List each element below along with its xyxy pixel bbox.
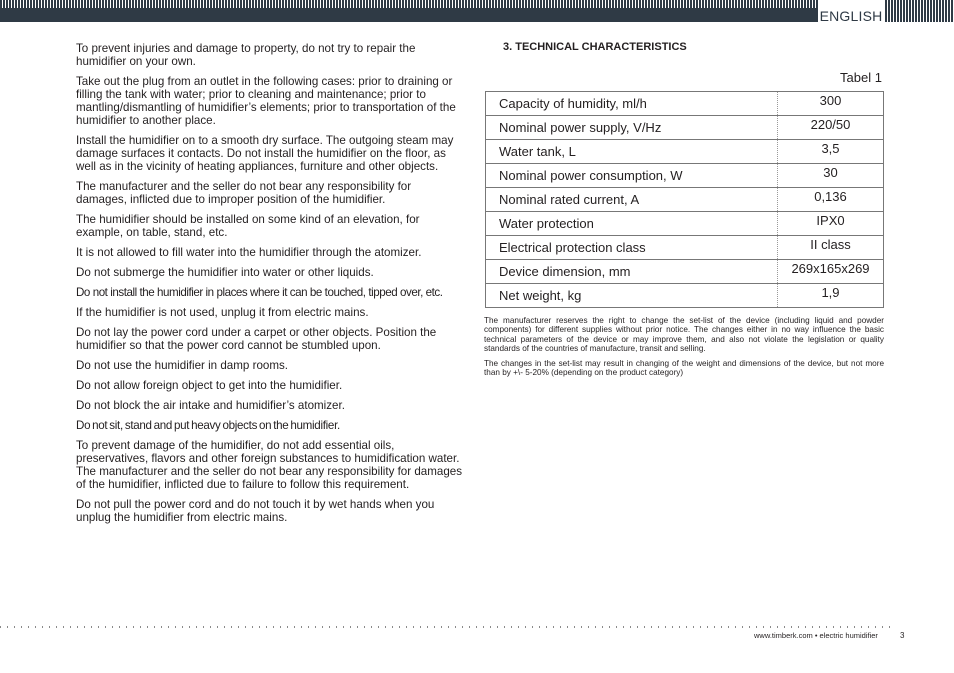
paragraph: Do not submerge the humidifier into water or other liquids. xyxy=(76,266,374,279)
table-row xyxy=(486,188,884,212)
spec-name: Device dimension, mm xyxy=(486,260,778,284)
spec-value: II class xyxy=(778,236,884,260)
notes xyxy=(484,316,884,382)
paragraph: To prevent injuries and damage to property, do not try to repair the humidifier on your own. xyxy=(76,42,416,68)
spec-name: Capacity of humidity, ml/h xyxy=(486,92,778,116)
table-row xyxy=(486,260,884,284)
note: The manufacturer reserves the right to change the set-list of the device (including liquid and powder components) for different supplies without prior notice. The changes either in no way influence the basic technical parameters of the device or may improve them, and also not violate the legislation or quality standards of the countries of manufacture, transit and selling. xyxy=(484,316,884,354)
table-row xyxy=(486,116,884,140)
spec-value: 220/50 xyxy=(778,116,884,140)
table-row xyxy=(486,164,884,188)
spec-name: Net weight, kg xyxy=(486,284,778,308)
paragraph: The humidifier should be installed on some kind of an elevation, for example, on table, stand, etc. xyxy=(76,213,420,239)
spec-name: Nominal power consumption, W xyxy=(486,164,778,188)
spec-name: Water tank, L xyxy=(486,140,778,164)
paragraph: The manufacturer and the seller do not bear any responsibility for damages, inflicted due to improper position of the humidifier. xyxy=(76,180,412,206)
paragraph: Do not use the humidifier in damp rooms. xyxy=(76,359,289,372)
header-bar xyxy=(0,0,954,22)
paragraph: Do not allow foreign object to get into the humidifier. xyxy=(76,379,343,392)
footer-site: www.timberk.com • electric humidifier xyxy=(754,631,878,640)
spec-name: Nominal power supply, V/Hz xyxy=(486,116,778,140)
table-row xyxy=(486,212,884,236)
footer-divider xyxy=(0,626,890,628)
spec-name: Electrical protection class xyxy=(486,236,778,260)
spec-value: IPX0 xyxy=(778,212,884,236)
paragraph: Do not block the air intake and humidifier’s atomizer. xyxy=(76,399,345,412)
spec-table xyxy=(485,91,884,308)
spec-name: Nominal rated current, A xyxy=(486,188,778,212)
note: The changes in the set-list may result in changing of the weight and dimensions of the device, but not more than by +\- 5-20% (depending on the product category) xyxy=(484,358,884,378)
paragraph: Install the humidifier on to a smooth dry surface. The outgoing steam may damage surfaces it contacts. Do not install the humidifier on the floor, as well as in the vicinity of heating appliances, furniture and other objects. xyxy=(76,134,454,173)
spec-value: 30 xyxy=(778,164,884,188)
paragraph: Do not lay the power cord under a carpet or other objects. Position the humidifier so that the power cord cannot be stumbled upon. xyxy=(76,326,437,352)
page-number: 3 xyxy=(900,631,905,640)
table-row xyxy=(486,284,884,308)
paragraph: Do not sit, stand and put heavy objects on the humidifier. xyxy=(76,419,340,432)
paragraph: Take out the plug from an outlet in the following cases: prior to draining or filling the tank with water; prior to cleaning and maintenance; prior to mantling/dismantling of humidifier’s elements; prior to transportation of the humidifier to another place. xyxy=(76,75,456,127)
spec-value: 269x165x269 xyxy=(778,260,884,284)
spec-name: Water protection xyxy=(486,212,778,236)
header-bar-solid xyxy=(0,8,818,22)
table-row xyxy=(486,140,884,164)
spec-value: 3,5 xyxy=(778,140,884,164)
spec-value: 300 xyxy=(778,92,884,116)
paragraph: To prevent damage of the humidifier, do not add essential oils, preservatives, flavors and other foreign substances to humidification water. The manufacturer and the seller do not bear any responsibility for damages of the humidifier, inflicted due to failure to follow this requirement. xyxy=(76,439,463,491)
paragraph: Do not install the humidifier in places where it can be touched, tipped over, etc. xyxy=(76,286,443,299)
spec-value: 1,9 xyxy=(778,284,884,308)
spec-value: 0,136 xyxy=(778,188,884,212)
language-label: ENGLISH xyxy=(818,0,884,26)
paragraph: It is not allowed to fill water into the humidifier through the atomizer. xyxy=(76,246,422,259)
section-title: 3. TECHNICAL CHARACTERISTICS xyxy=(503,41,687,53)
table-row xyxy=(486,92,884,116)
paragraph: If the humidifier is not used, unplug it from electric mains. xyxy=(76,306,369,319)
table-row xyxy=(486,236,884,260)
paragraph: Do not pull the power cord and do not touch it by wet hands when you unplug the humidifier from electric mains. xyxy=(76,498,435,524)
safety-instructions xyxy=(76,42,464,531)
table-caption: Tabel 1 xyxy=(840,70,882,85)
